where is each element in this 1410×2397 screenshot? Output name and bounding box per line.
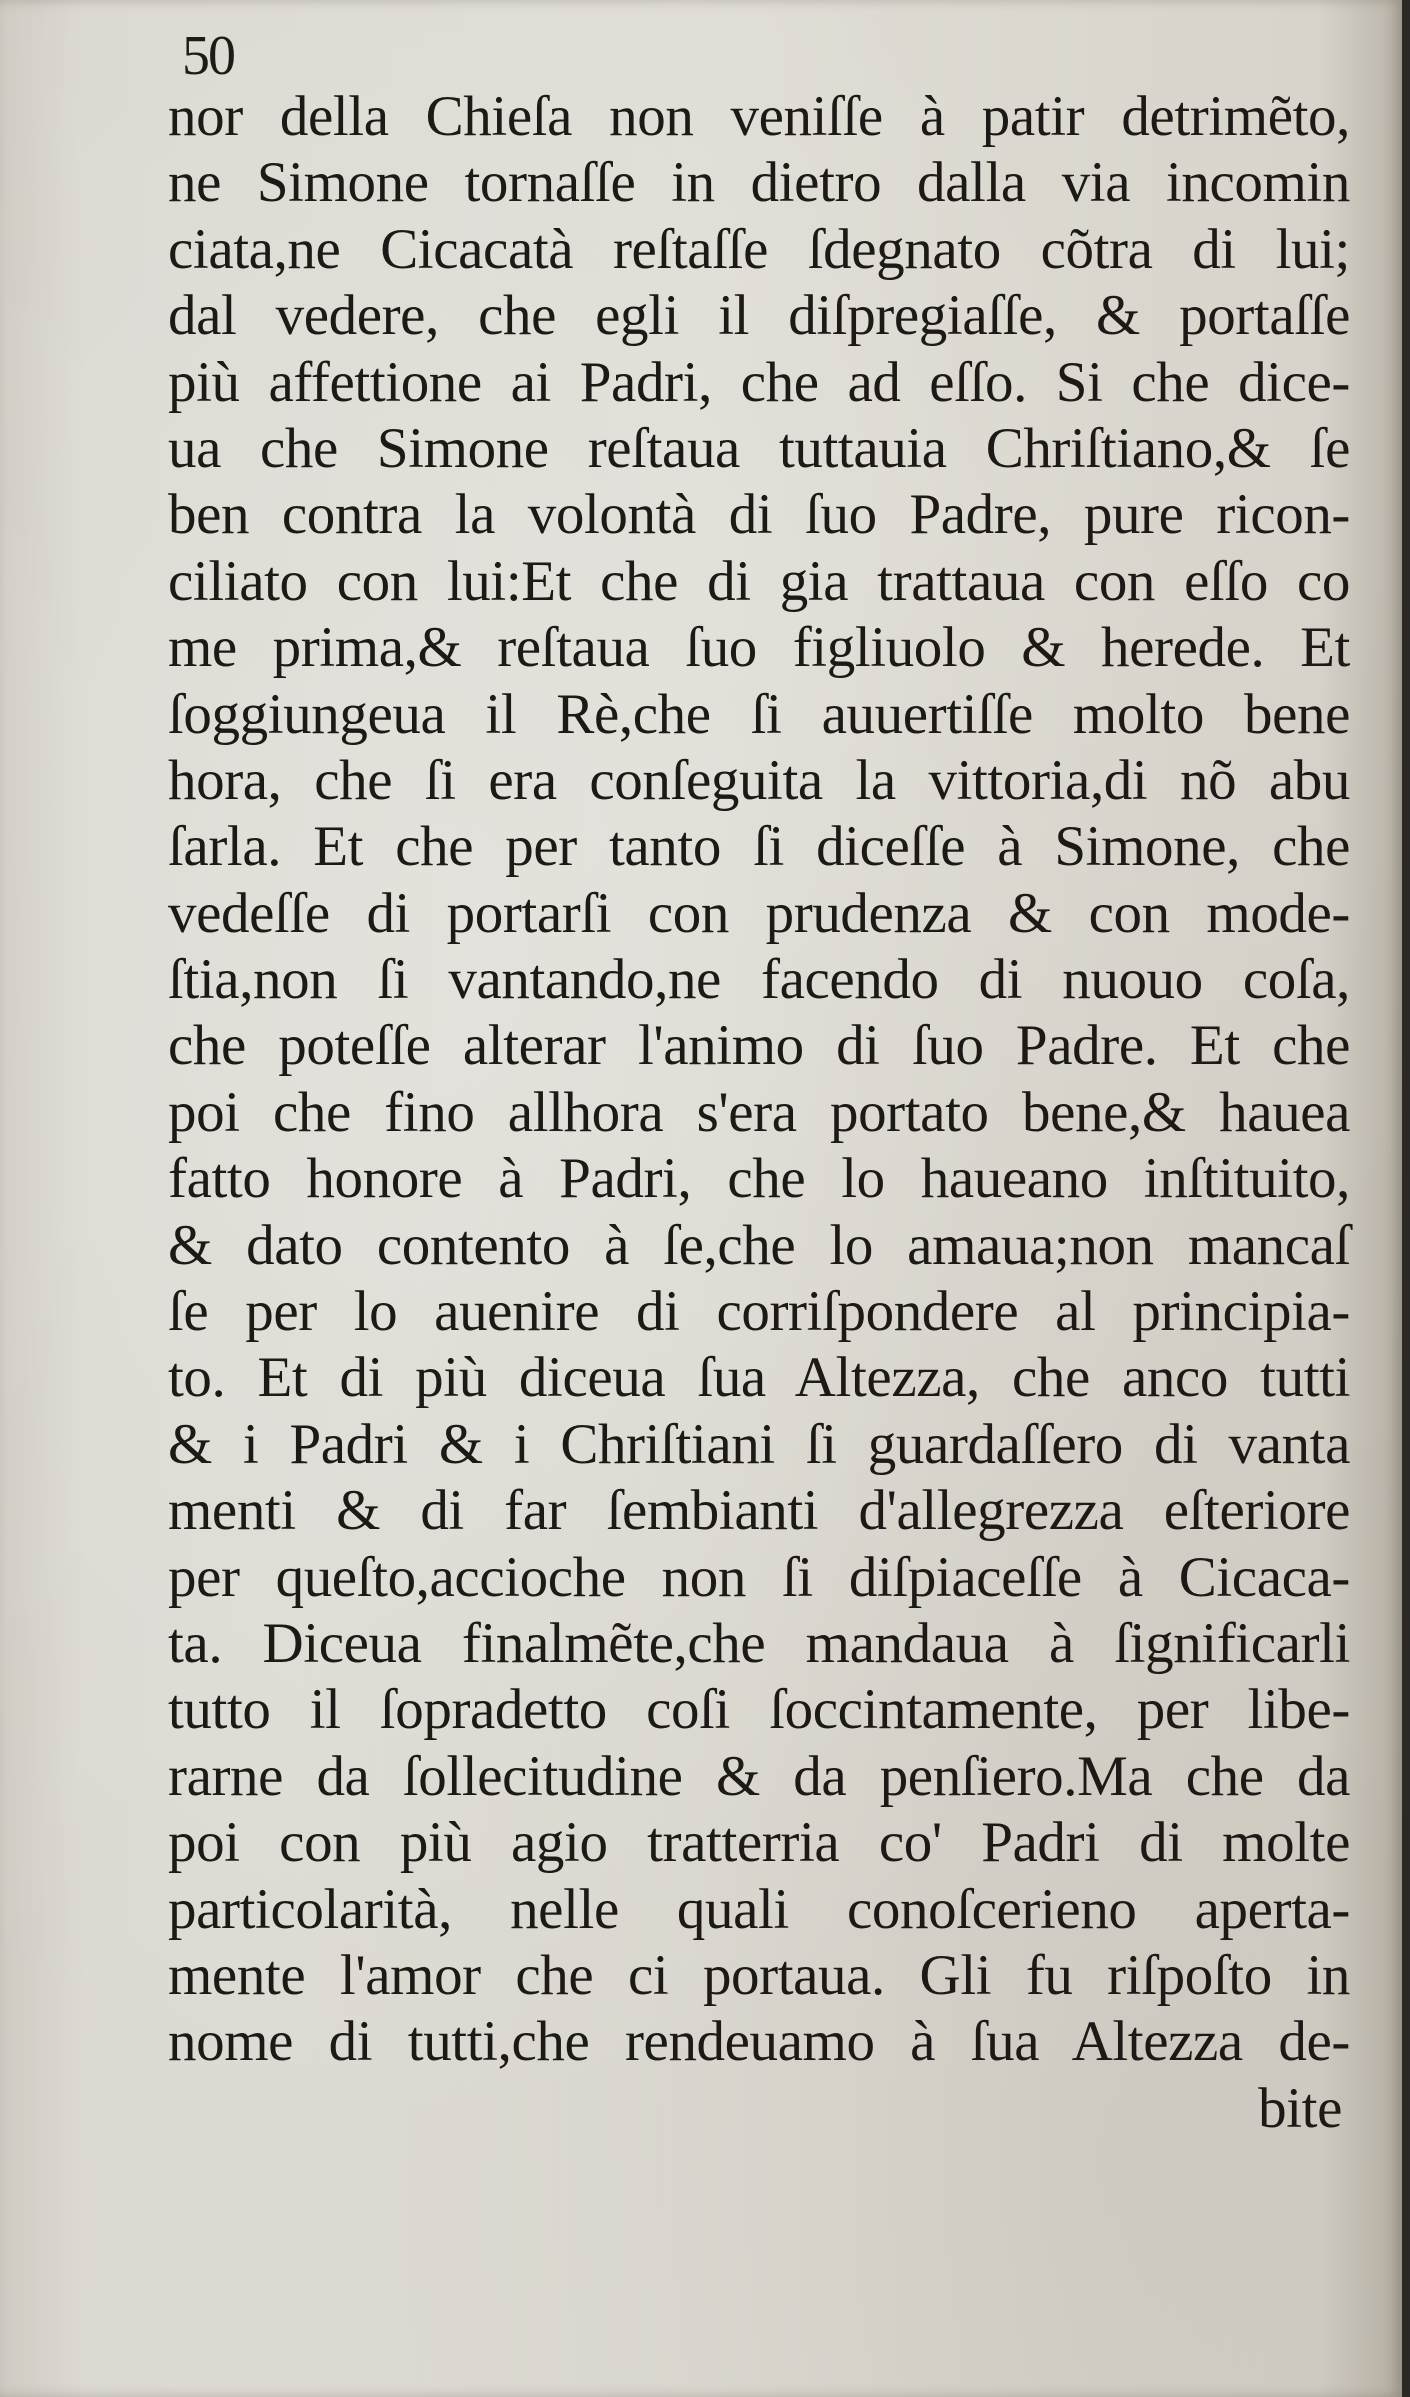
text-line: vedeſſe di portarſi con prudenza & con mode-	[168, 881, 1350, 945]
text-line: che poteſſe alterar l'animo di ſuo Padre. Et che	[168, 1014, 1350, 1078]
text-line: rarne da ſollecitudine & da penſiero.Ma che da	[168, 1744, 1350, 1808]
text-line: menti & di far ſembianti d'allegrezza eſteriore	[168, 1479, 1350, 1543]
text-line: nor della Chieſa non veniſſe à patir detrimẽto,	[168, 85, 1350, 148]
text-line: ciliato con lui:Et che di gia trattaua con eſſo co	[168, 549, 1350, 613]
text-line: ſarla. Et che per tanto ſi diceſſe à Simone, che	[168, 815, 1350, 879]
text-line: ua che Simone reſtaua tuttauia Chriſtiano,& ſe	[168, 416, 1350, 480]
text-line: dal vedere, che egli il diſpregiaſſe, & portaſſe	[168, 284, 1350, 348]
text-line: tutto il ſopradetto coſi ſoccintamente, per libe-	[168, 1678, 1350, 1742]
text-line: per queſto,accioche non ſi diſpiaceſſe à Cicaca-	[168, 1545, 1350, 1609]
body-text	[168, 84, 1350, 2142]
text-line: più affettione ai Padri, che ad eſſo. Si che dice-	[168, 350, 1350, 414]
text-line: ben contra la volontà di ſuo Padre, pure ricon-	[168, 483, 1350, 547]
page-edge	[1402, 0, 1410, 2397]
text-line: poi che fino allhora s'era portato bene,& hauea	[168, 1080, 1350, 1144]
text-line: & i Padri & i Chriſtiani ſi guardaſſero di vanta	[168, 1412, 1350, 1476]
text-line: ſe per lo auenire di corriſpondere al principia-	[168, 1280, 1350, 1344]
text-line: to. Et di più diceua ſua Altezza, che anco tutti	[168, 1346, 1350, 1410]
text-line: & dato contento à ſe,che lo amaua;non mancaſ	[168, 1213, 1350, 1277]
text-line: particolarità, nelle quali conoſcerieno aperta-	[168, 1877, 1350, 1941]
text-line: nome di tutti,che rendeuamo à ſua Altezza de-	[168, 2010, 1350, 2074]
text-line: fatto honore à Padri, che lo haueano inſtituito,	[168, 1147, 1350, 1211]
text-line: mente l'amor che ci portaua. Gli fu riſpoſto in	[168, 1943, 1350, 2007]
text-line: ciata,ne Cicacatà reſtaſſe ſdegnato cõtra di lui;	[168, 217, 1350, 281]
text-line: me prima,& reſtaua ſuo figliuolo & herede. Et	[168, 616, 1350, 680]
text-line: ta. Diceua finalmẽte,che mandaua à ſignificarli	[168, 1611, 1350, 1675]
text-line: ſtia,non ſi vantando,ne facendo di nuouo coſa,	[168, 948, 1350, 1012]
text-line: ſoggiungeua il Rè,che ſi auuertiſſe molto bene	[168, 682, 1350, 746]
catchword: bite	[1258, 2076, 1342, 2140]
text-line: ne Simone tornaſſe in dietro dalla via incomin	[168, 151, 1350, 215]
text-line: poi con più agio tratterria co' Padri di molte	[168, 1811, 1350, 1875]
page-number: 50	[182, 25, 234, 87]
text-line: hora, che ſi era conſeguita la vittoria,di nõ abu	[168, 748, 1350, 812]
